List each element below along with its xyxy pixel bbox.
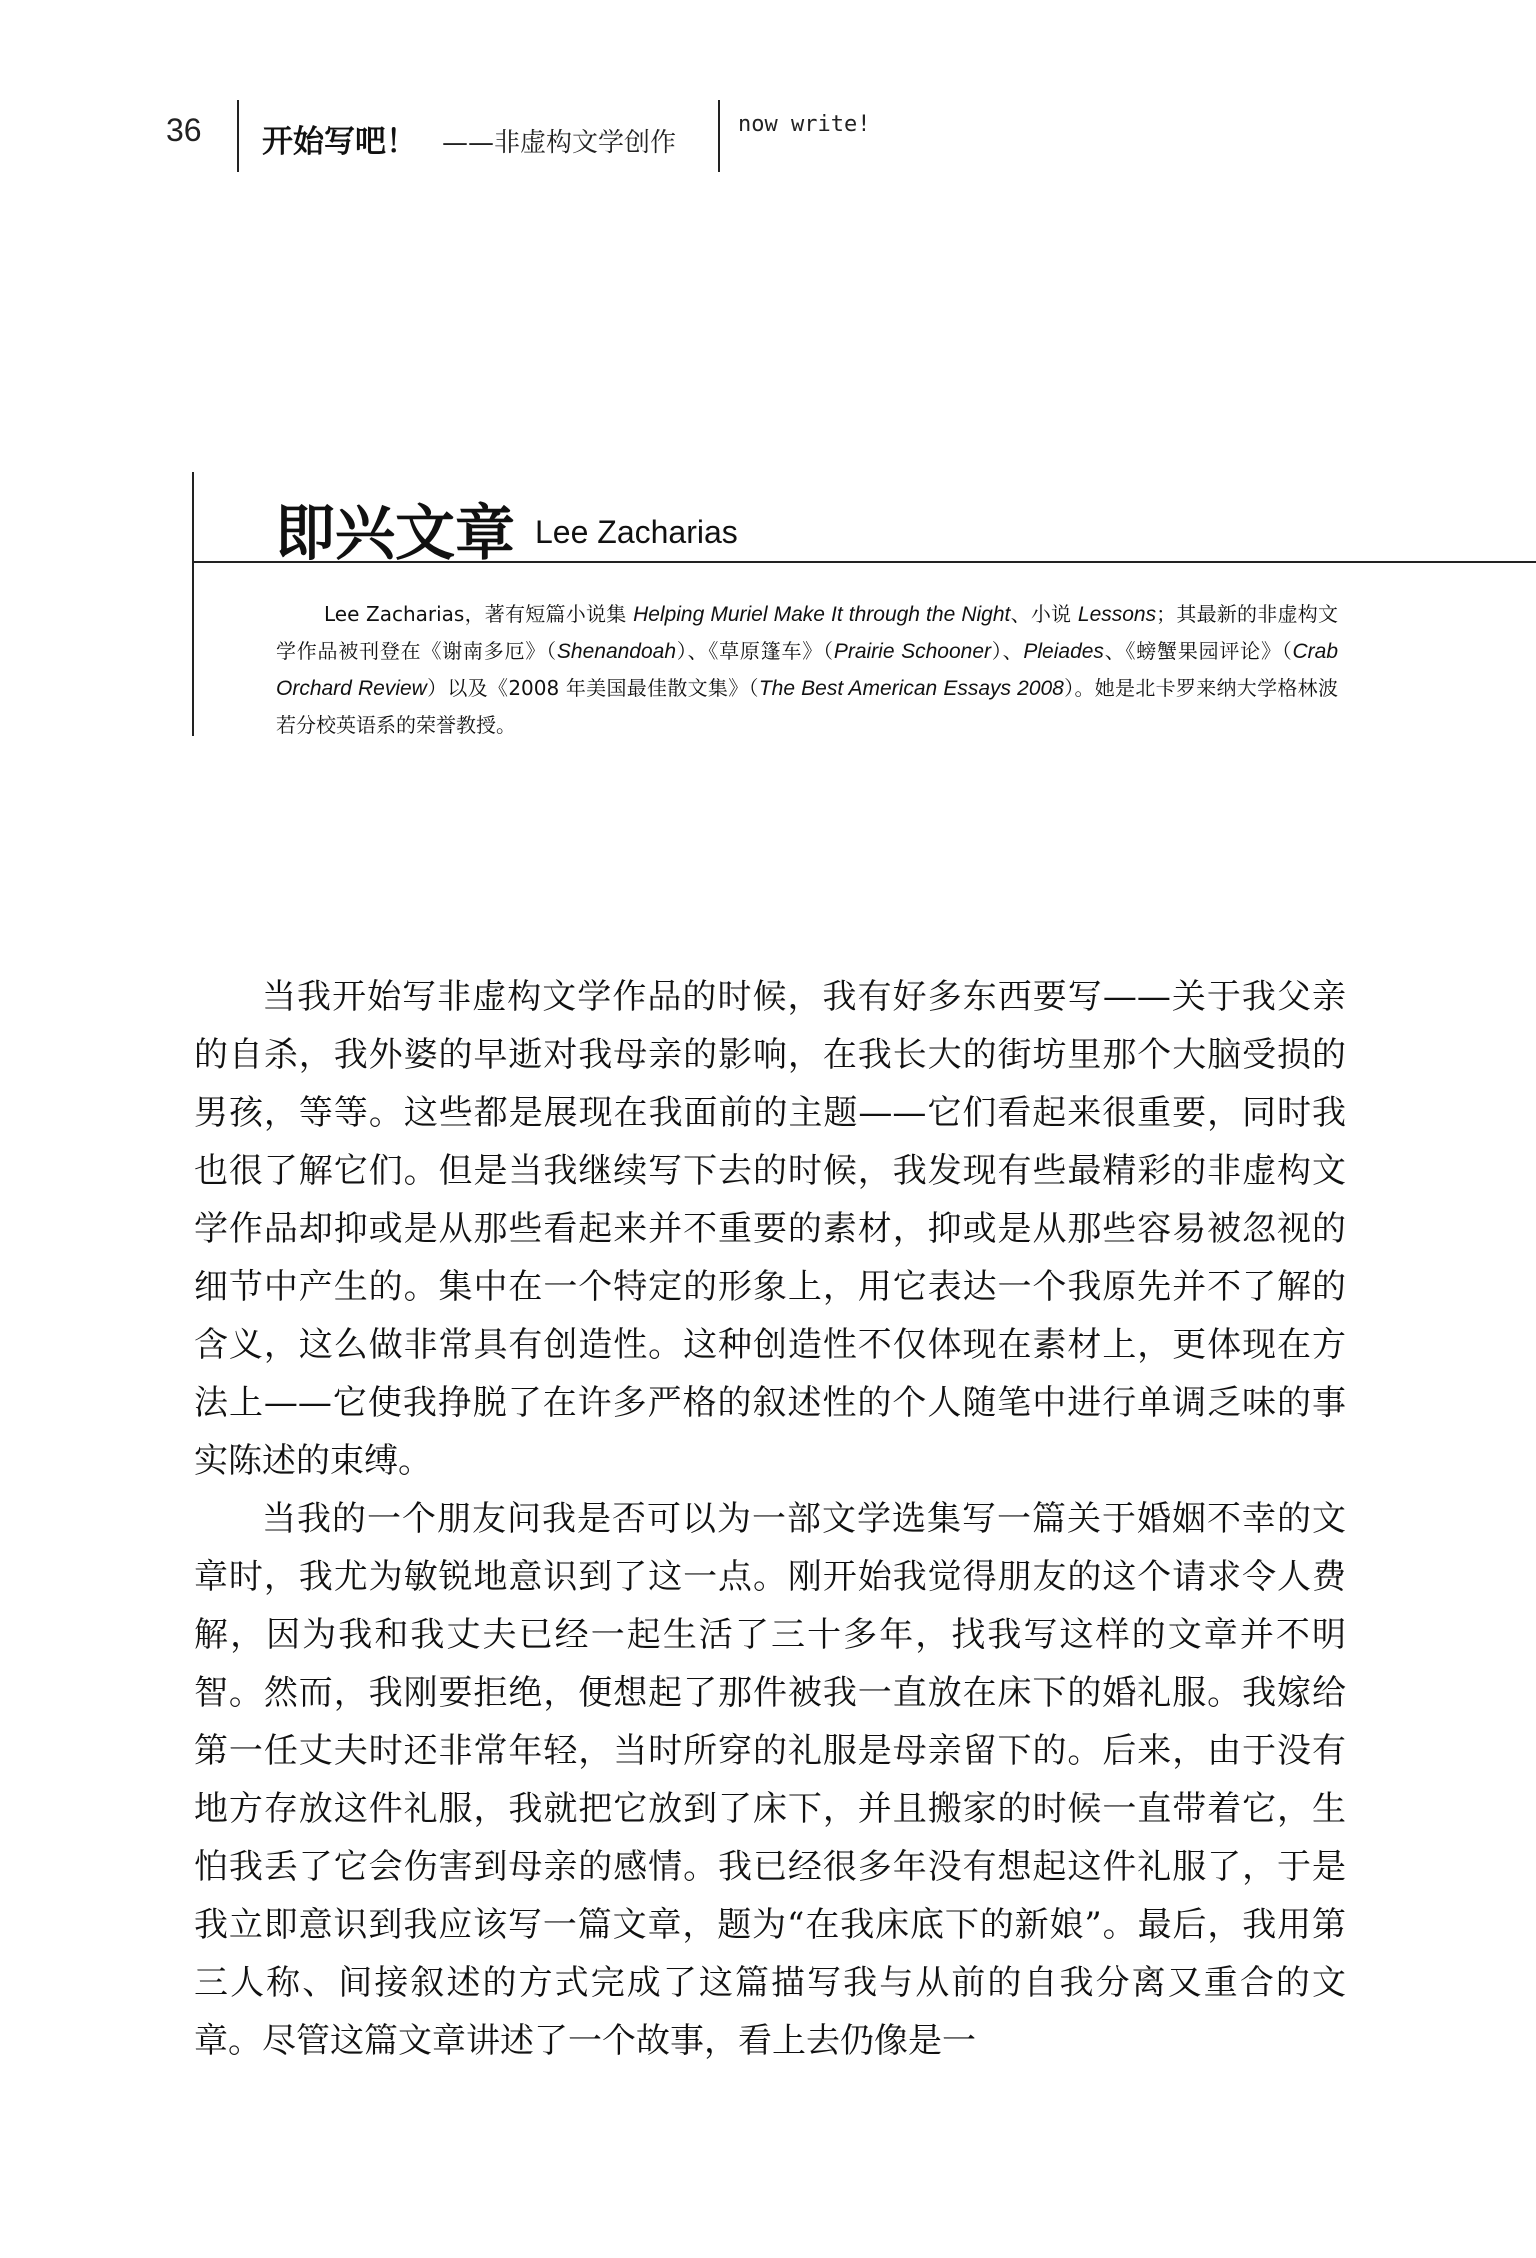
article-title: 即兴文章 [275,499,515,569]
bio-journal-title: Crab Orchard Review [276,640,1339,700]
bio-journal-title: Pleiades [1023,640,1104,663]
bio-text: ）、 [991,639,1024,663]
author-bio-paragraph [276,596,1338,743]
bio-journal-title: Shenandoah [556,640,677,663]
bio-text: ）、《草原篷车》（ [676,639,834,663]
bio-anthology-title: The Best American Essays 2008 [758,677,1064,700]
author-bio [276,596,1338,743]
article-author: Lee Zacharias [535,514,738,550]
bio-text: ）以及《2008 年美国最佳散文集》（ [426,676,759,700]
heading-vertical-rule [192,472,194,736]
bio-text: Lee Zacharias，著有短篇小说集 [324,602,634,626]
body-paragraph-1: 当我开始写非虚构文学作品的时候，我有好多东西要写——关于我父亲的自杀，我外婆的早逝对我母亲的影响，在我长大的街坊里那个大脑受损的男孩，等等。这些都是展现在我面前的主题——它们看起来很重要，同时我也很了解它们。但是当我继续写下去的时候，我发现有些最精彩的非虚构文学作品却抑或是从那些看起来并不重要的素材，抑或是从那些容易被忽视的细节中产生的。集中在一个特定的形象上，用它表达一个我原先并不了解的含义，这么做非常具有创造性。这种创造性不仅体现在素材上，更体现在方法上——它使我挣脱了在许多严格的叙述性的个人随笔中进行单调乏味的事实陈述的束缚。 [194,977,1346,1481]
header-divider [718,100,720,172]
bio-journal-title: Prairie Schooner [833,640,992,663]
running-header [0,0,1536,180]
bio-text: ）。她是北卡罗来纳大学格林波若分校英语系的荣誉教授。 [276,676,1338,737]
bio-text: ；其最新的非虚构文学作品被刊登在《谢南多厄》（ [276,602,1339,663]
page-number: 36 [166,112,202,148]
bio-book-title: Helping Muriel Make It through the Night [633,603,1011,626]
header-divider [237,100,239,172]
bio-book-title: Lessons [1077,603,1157,626]
bio-text: 、小说 [1010,602,1078,626]
book-subtitle: ——非虚构文学创作 [442,128,677,158]
body-paragraph-2: 当我的一个朋友问我是否可以为一部文学选集写一篇关于婚姻不幸的文章时，我尤为敏锐地意识到了这一点。刚开始我觉得朋友的这个请求令人费解，因为我和我丈夫已经一起生活了三十多年，找我写这样的文章并不明智。然而，我刚要拒绝，便想起了那件被我一直放在床下的婚礼服。我嫁给第一任丈夫时还非常年轻，当时所穿的礼服是母亲留下的。后来，由于没有地方存放这件礼服，我就把它放到了床下，并且搬家的时候一直带着它，生怕我丢了它会伤害到母亲的感情。我已经很多年没有想起这件礼服了，于是我立即意识到我应该写一篇文章，题为“在我床底下的新娘”。最后，我用第三人称、间接叙述的方式完成了这篇描写我与从前的自我分离又重合的文章。尽管这篇文章讲述了一个故事，看上去仍像是一 [194,1499,1346,2061]
article-body [194,968,1346,2070]
bio-text: 、《螃蟹果园评论》（ [1103,639,1293,663]
series-label: now write! [738,112,871,137]
book-title: 开始写吧！ [262,124,417,160]
